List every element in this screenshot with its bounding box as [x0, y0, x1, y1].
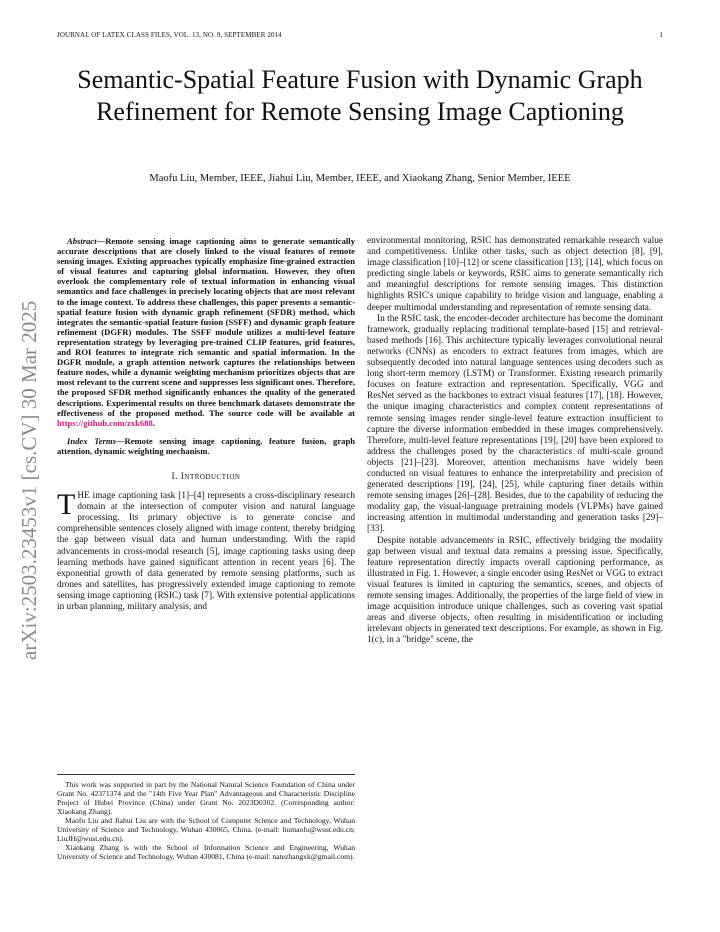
- author-list: Maofu Liu, Member, IEEE, Jiahui Liu, Member, IEEE, and Xiaokang Zhang, Senior Member, IEEE: [149, 173, 571, 184]
- abstract-paragraph: [57, 236, 355, 428]
- intro-paragraph-3: In the RSIC task, the encoder-decoder architecture has become the dominant framework, gradually replacing traditional template-based [15] and retrieval-based methods [16]. This architecture typically leverages convolutional neural networks (CNNs) as encoders to extract features from images, which are subsequently decoded into natural language sentences using decoders such as long short-term memory (LSTM) or Transformer. Existing research primarily focuses on feature extraction and representation. Specifically, VGG and ResNet served as the backbones to extract visual features [17], [18]. However, the unique imaging characteristics and complex content representations of remote sensing images render single-level feature extraction insufficient to capture the diverse information embedded in these images comprehensively. Therefore, multi-level feature representations [19], [20] have been explored to address the challenges posed by the characteristics of multi-scale ground objects [21]–[23]. Moreover, attention mechanisms have widely been conducted on visual features to enhance the interpretability and precision of generated descriptions [19], [24], [25], while capturing finer details within remote sensing images [26]–[28]. Besides, due to the capability of reducing the modality gap, the visual-language pretraining models (VLPMs) have gained increasing attention in multimodal understanding and generation tasks [29]–[33].: [367, 313, 663, 535]
- affiliation-footnote-1: Maofu Liu and Jiahui Liu are with the School of Computer Science and Technology, Wuhan University of Science and Technology, Wuhan 430065, China. (e-mail: liumaofu@wust.edu.cn; LiuJH@wust.edu.cn).: [57, 816, 355, 843]
- left-column: [57, 236, 355, 613]
- affiliation-footnote-2: Xiaokang Zhang is with the School of Information Science and Engineering, Wuhan University of Science and Technology, Wuhan 430081, China (e-mail: natezhangxk@gmail.com).: [57, 843, 355, 861]
- abstract-label: Abstract: [67, 236, 97, 246]
- intro-left-text: [57, 488, 355, 613]
- index-terms-paragraph: [57, 436, 355, 456]
- section-heading: [57, 472, 355, 483]
- arxiv-watermark: arXiv:2503.23453v1 [cs.CV] 30 Mar 2025: [17, 300, 41, 660]
- section-number: I.: [171, 471, 178, 482]
- index-terms-label: Index Terms: [67, 435, 116, 446]
- intro-paragraph-2: environmental monitoring, RSIC has demonstrated remarkable research value and competitiveness. Unlike other tasks, such as object detection [8], [9], image classification [10]–[12] or scene classification [13], [14], which focus on predicting single labels or keywords, RSIC aims to generate semantically rich and meaningful descriptions for remote sensing images. This distinction highlights RSIC's unique capability to bridge vision and language, enabling a deeper multimodal understanding and representation of remote sensing data.: [367, 236, 663, 313]
- journal-name: JOURNAL OF LATEX CLASS FILES, VOL. 13, NO. 9, SEPTEMBER 2014: [57, 31, 282, 39]
- footnote-block: [57, 774, 355, 861]
- running-header: [57, 31, 663, 43]
- section-title: Introduction: [180, 471, 241, 482]
- abstract-text: —Remote sensing image captioning aims to generate semantically accurate descriptions that are closely linked to the visual features of remote sensing images. Existing approaches typically emphasize fine-grained extraction of visual features and capturing global information. However, they often overlook the complementary role of textual information in enhancing visual semantics and face challenges in precisely locating objects that are most relevant to the image context. To address these challenges, this paper presents a semantic-spatial feature fusion with dynamic graph refinement (SFDR) method, which integrates the semantic-spatial feature fusion (SSFF) and dynamic graph feature refinement (DGFR) modules. The SSFF module utilizes a multi-level feature representation strategy by leveraging pre-trained CLIP features, grid features, and ROI features to integrate rich semantic and spatial information. In the DGFR module, a graph attention network captures the relationships between feature nodes, while a dynamic weighting mechanism prioritizes objects that are most relevant to the current scene and suppresses less significant ones. Therefore, the proposed SFDR method significantly enhances the quality of the generated descriptions. Experimental results on three benchmark datasets demonstrate the effectiveness of the proposed method. The source code will be available at: [57, 236, 355, 418]
- abstract-end: .: [152, 417, 155, 428]
- source-code-link[interactable]: https://github.com/zxk688: [57, 417, 153, 428]
- intro-paragraph-1: [57, 488, 355, 613]
- intro-paragraph-4: Despite notable advancements in RSIC, effectively bridging the modality gap between visual and textual data remains a pressing issue. Specifically, feature representation directly impacts overall captioning performance, as illustrated in Fig. 1. However, a single encoder using ResNet or VGG to extract visual features is limited in capturing the semantics, scenes, and objects of remote sensing images. Additionally, the properties of the large field of view in image acquisition introduce unique challenges, such as covering vast spatial areas and diverse objects, often resulting in misidentification or including irrelevant objects in generated text descriptions. For example, as shown in Fig. 1(c), in a "bridge" scene, the: [367, 535, 663, 646]
- funding-footnote: This work was supported in part by the National Natural Science Foundation of China under Grant No. 42371374 and the "14th Five Year Plan" Advantageous and Characteristic Discipline Project of Hubei Province (China) under Grant No. 2023D0302. (Corresponding author: Xiaokang Zhang).: [57, 780, 355, 816]
- drop-cap: T: [57, 488, 76, 522]
- abstract-block: [57, 236, 355, 456]
- index-terms-text: —Remote sensing image captioning, feature fusion, graph attention, dynamic weighting mechanism.: [57, 435, 356, 456]
- right-column: [367, 236, 663, 646]
- intro-paragraph-1-text: HE image captioning task [1]–[4] represents a cross-disciplinary research domain at the intersection of computer vision and natural language processing. Its primary objective is to generate concise and comprehensible sentences closely aligned with image content, thereby bridging the gap between visual data and human understanding. With the rapid advancements in cross-modal research [5], image captioning tasks using deep learning methods have gained significant attention in recent years [6]. The exponential growth of data generated by remote sensing platforms, such as drones and satellites, has progressively extended image captioning to remote sensing image captioning (RSIC) task [7]. With extensive potential applications in urban planning, military analysis, and: [57, 491, 355, 612]
- paper-title: Semantic-Spatial Feature Fusion with Dynamic Graph Refinement for Remote Sensing Image Captioning: [77, 65, 643, 126]
- page-number: 1: [659, 31, 663, 39]
